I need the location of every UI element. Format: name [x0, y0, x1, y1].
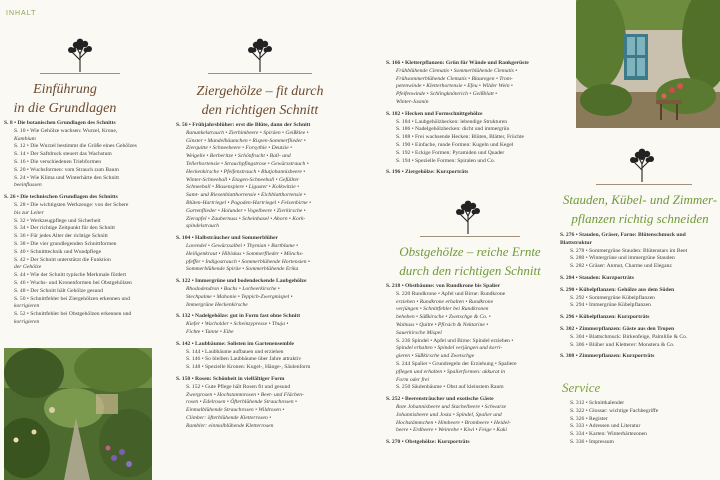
toc-entry: S. 146 • So bleiben Laubbäume über Jahre attraktiv	[186, 356, 302, 363]
toc-entry: S. 284 • Stauden: Kurzporträts	[560, 274, 634, 281]
toc-entry: S. 312 • Schnittkalender	[570, 400, 625, 406]
toc-entry: S. 336 • Impressum	[570, 438, 614, 445]
toc-entry: S. 282 • Gräser: Anmut, Charme und Eleganz	[570, 263, 672, 270]
toc-entry: S. 52 • Schnittfehler bei Obstgehölzen erkennen und	[14, 311, 132, 318]
toc-entry: pflegen und erhalten • Spalierformen: akkurat in	[396, 368, 506, 375]
toc-entry: S. 14 • Der Saftdruck steuert das Wachstum	[14, 151, 112, 158]
section-label: INHALT	[6, 10, 37, 17]
toc-entry: S. 32 • Werkzeugpflege und Sicherheit	[14, 217, 101, 224]
toc-entry: S. 38 • Die vier grundlegenden Schnittformen	[14, 240, 117, 247]
toc-entry: Weigelie • Berberitze • Schönfrucht • Ball- und	[186, 153, 291, 160]
toc-entry: Fichte • Tanne • Eibe	[186, 328, 234, 335]
tree-icon	[240, 38, 280, 72]
toc-entry: S. 218 • Obstbäume: von Rundkrone bis Spalier	[386, 283, 501, 289]
toc-entry: korrigieren	[14, 318, 40, 325]
toc-entry: Gartenflieder • Holunder • Vogelbeere • Zierkirsche •	[186, 207, 306, 214]
toc-entry: Ginster • Mandelbäumchen • Rispen-Sommerflieder •	[186, 137, 306, 144]
heading-stauden	[560, 190, 720, 228]
toc-entry: S. 308 • Zimmerpflanzen: Kurzporträts	[560, 353, 655, 360]
toc-entry: spindelstrauch	[186, 223, 219, 230]
toc-entry: Immergrüne Heckenkirsche	[186, 301, 248, 308]
toc-entry: S. 132 • Nadelgehölze: gut in Form fast ohne Schnitt	[176, 313, 301, 320]
toc-entry: Tellerhortensie • Strauchpfingstrose • Gewürzstrauch •	[186, 160, 309, 167]
toc-entry: beheben • Süßkirsche • Zwetschge & Co. •	[396, 314, 491, 321]
toc-entry: S. 144 • Laubbäume aufbauen und erziehen	[186, 348, 284, 355]
toc-column-3-top	[386, 60, 556, 177]
toc-entry: S. 8 • Die botanischen Grundlagen des Schnitts	[4, 120, 116, 126]
toc-entry: der Gehölze	[14, 264, 42, 271]
toc-column-4	[560, 232, 720, 361]
toc-column-2	[176, 122, 384, 430]
toc-entry: S. 190 • Einfache, runde Formen: Kugeln und Kegel	[396, 141, 514, 148]
heading-ziergehoelze	[170, 82, 350, 120]
toc-entry: S. 292 • Sommergrüne Kübelpflanzen	[570, 294, 655, 301]
toc-entry: Johannisbeere und Josta • Spindel, Spalier und	[396, 411, 502, 418]
toc-entry: S. 290 • Kübelpflanzen: Gehölze aus dem Süden	[560, 286, 675, 293]
toc-entry: Frühblühende Clematis • Sommerblühende Clematis •	[396, 67, 518, 74]
toc-entry: Samt- und Riesenblatthortensie • Eichblatthortensie •	[186, 192, 306, 199]
toc-entry: Ranunkelstrauch • Zierhimbeere • Spiräen • Geißklee •	[186, 129, 309, 136]
toc-entry: Lavendel • Gewürzsalbei • Thymian • Bartblume •	[186, 242, 299, 249]
toc-entry: S. 334 • Karten: Winterhärtezonen	[570, 431, 647, 438]
toc-entry: S. 250 Säulenbäume • Obst auf kleinstem Raum	[396, 384, 504, 391]
toc-entry: S. 48 • Der Schnitt hält Gehölze gesund	[14, 287, 103, 294]
service-list	[560, 400, 720, 447]
toc-entry: Stechpalme • Mahonie • Teppich-Zwergmispel •	[186, 293, 293, 300]
toc-entry: Sommerblühende Spiräe • Sommerblühende Erika	[186, 266, 299, 273]
toc-entry: S. 34 • Der richtige Zeitpunkt für den Schnitt	[14, 225, 115, 232]
toc-entry: S. 12 • Die Wurzel bestimmt die Größe eines Gehölzes	[14, 143, 137, 150]
toc-entry: S. 152 • Gute Pflege hält Rosen fit und gesund	[186, 383, 291, 390]
toc-entry: S. 184 • Laubgehölzhecken: lebendige Strukturen	[396, 118, 508, 125]
toc-entry: Rambler: einmalblühende Kletterrosen	[186, 422, 274, 429]
heading-line: durch den richtigen Schnitt	[399, 263, 541, 278]
toc-entry: S. 326 • Register	[570, 415, 608, 422]
toc-entry: Winter-Jasmin	[396, 98, 429, 105]
toc-entry: Spindel erhalten • Spindel verjüngen und korri-	[396, 345, 503, 352]
toc-entry: Winter-Schneeball • Etagen-Schneeball • Gefüllter	[186, 176, 300, 183]
toc-entry: S. 28 • Die wichtigsten Werkzeuge: von der Schere	[14, 201, 129, 208]
toc-entry: S. 188 • Frei wachsende Hecken: Blüten, Blätter, Früchte	[396, 134, 525, 141]
toc-column-3-bottom	[386, 283, 556, 447]
toc-entry: S. 294 • Immergrüne Kübelpflanzen	[570, 302, 651, 309]
toc-entry: Einmalblühende Strauchrosen • Wildrosen •	[186, 407, 285, 414]
toc-entry: Kambium	[14, 135, 36, 142]
toc-entry: S. 104 • Halbsträucher und Sommerblüher	[176, 235, 278, 242]
toc-entry: S. 322 • Glossar: wichtige Fachbegriffe	[570, 407, 659, 414]
toc-entry: S. 244 Spalier • Grundregeln der Erziehung • Spaliere	[396, 360, 517, 367]
heading-line: pflanzen richtig schneiden	[571, 211, 709, 226]
toc-entry: S. 42 • Der Schnitt unterstützt die Funktion	[14, 256, 111, 263]
toc-entry: Hochstämmchen • Himbeere • Brombeere • Heidel-	[396, 419, 511, 426]
divider	[420, 236, 520, 237]
toc-entry: S. 36 • Für jedes Alter der richtige Schnitt	[14, 233, 108, 240]
toc-entry: Blattstruktur	[560, 239, 593, 246]
toc-entry: S. 220 Rundkrone • Apfel und Birne: Rundkrone	[396, 290, 506, 297]
toc-entry: korrigieren	[14, 303, 40, 310]
toc-entry: gieren • Süßkirsche und Zwetschge	[396, 353, 475, 360]
toc-entry: Zwergrosen • Hochstammrosen • Beet- und Flächen-	[186, 391, 304, 398]
toc-entry: S. 122 • Immergrüne und bodendeckende Laubgehölze	[176, 278, 307, 285]
toc-entry: Form oder frei	[396, 376, 430, 383]
toc-entry: beeinflussen	[14, 182, 42, 189]
toc-entry: rosen • Edelrosen • Öfterblühende Strauchrosen •	[186, 399, 297, 406]
toc-entry: S. 270 • Obstgehölze: Kurzporträts	[386, 439, 470, 446]
toc-entry: S. 20 • Wuchsformen: vom Strauch zum Baum	[14, 166, 119, 173]
toc-entry: S. 196 • Ziergehölze: Kurzporträts	[386, 169, 469, 176]
toc-entry: petenwinde • Kletterhortensie • Efeu • Wilder Wein •	[396, 83, 513, 90]
toc-entry: pfeffer • Indigostrauch • Sommerblühende Hortensien •	[186, 258, 310, 265]
heading-line: Ziergehölze – fit durch	[196, 84, 324, 99]
toc-entry: S. 236 Spindel • Apfel und Birne: Spindel erziehen •	[396, 337, 514, 344]
tree-icon	[60, 38, 100, 72]
toc-entry: S. 333 • Adressen und Literatur	[570, 423, 641, 430]
toc-entry: S. 192 • Eckige Formen: Pyramiden und Quader	[396, 149, 505, 156]
toc-entry: S. 26 • Die technischen Grundlagen des Schnitts	[4, 194, 118, 201]
toc-entry: S. 46 • Wuchs- und Kronenformen bei Obstgehölzen	[14, 279, 132, 286]
toc-entry: S. 186 • Nadelgehölzhecken: dicht und immergrün	[396, 126, 510, 133]
tree-icon	[622, 148, 662, 182]
toc-entry: S. 304 • Blattschmuck: Birkenfeige, Palmlilie & Co.	[570, 333, 688, 340]
toc-column-1	[4, 120, 164, 327]
toc-entry: Frühsommerblühende Clematis • Blauregen • Trom-	[396, 75, 513, 82]
toc-entry: S. 276 • Stauden, Gräser, Farne: Blütenschmuck und	[560, 232, 686, 238]
toc-entry: S. 142 • Laubbäume: Solisten im Gartenensemble	[176, 340, 295, 347]
garden-photo	[4, 348, 152, 480]
divider	[208, 73, 312, 74]
window-photo	[576, 0, 720, 128]
toc-entry: S. 302 • Zimmerpflanzen: Gäste aus den Tropen	[560, 325, 675, 332]
toc-entry: S. 44 • Wie der Schnitt typische Merkmale fördert	[14, 272, 127, 279]
toc-entry: S. 16 • Die verschiedenen Triebformen	[14, 158, 102, 165]
toc-entry: Sauerkirsche Mispel	[396, 329, 442, 336]
service-heading: Service	[562, 380, 601, 395]
tree-icon	[448, 200, 488, 234]
toc-entry: S. 194 • Spezielle Formen: Spiralen und Co.	[396, 157, 496, 164]
toc-entry: bis zur Leiter	[14, 209, 44, 216]
toc-entry: S. 252 • Beerensträucher und exotische Gäste	[386, 396, 494, 403]
toc-entry: Rote Johannisbeere und Stachelbeere • Schwarze	[396, 403, 507, 410]
toc-entry: Schneeball • Blasenspiere • Liguster • Kolkwitzie •	[186, 184, 300, 191]
toc-entry: erziehen • Rundkrone erhalten • Rundkrone	[396, 298, 494, 305]
divider	[596, 184, 692, 185]
heading-line: in die Grundlagen	[13, 101, 117, 116]
toc-entry: Zierapfel • Zaubernuss • Scheinhasel • Ahorn • Kork-	[186, 215, 306, 222]
toc-entry: S. 10 • Wie Gehölze wachsen: Wurzel, Krone,	[14, 127, 118, 134]
heading-line: Stauden, Kübel- und Zimmer-	[562, 192, 718, 207]
heading-line: Einführung	[33, 82, 97, 97]
toc-entry: S. 280 • Wintergrüne und immergrüne Stauden	[570, 255, 675, 262]
toc-entry: S. 278 • Sommergrüne Stauden: Blütenstars im Beet	[570, 247, 688, 254]
toc-entry: S. 306 • Blüher und Kletterer: Monstera & Co.	[570, 341, 675, 348]
heading-obstgehoelze	[380, 242, 560, 280]
divider	[40, 73, 120, 74]
toc-entry: Kiefer • Wacholder • Scheinzypresse • Thuja •	[186, 321, 289, 328]
toc-entry: S. 166 • Kletterpflanzen: Grün für Wände und Rankgerüste	[386, 60, 529, 66]
heading-line: den richtigen Schnitt	[201, 103, 319, 118]
toc-entry: S. 296 • Kübelpflanzen: Kurzporträts	[560, 314, 650, 321]
toc-entry: S. 182 • Hecken und Formschnittgehölze	[386, 110, 483, 117]
toc-entry: S. 56 • Frühjahrsblüher: erst die Blüte, dann der Schnitt	[176, 122, 311, 128]
toc-entry: S. 24 • Wie Klima und Winterhärte den Schnitt	[14, 174, 119, 181]
toc-entry: Pfeifenwinde • Schlingknöterich • Geißblatt •	[396, 91, 498, 98]
toc-entry: S. 148 • Spezielle Kronen: Kugel-, Hänge-, Säulenform	[186, 364, 311, 371]
toc-entry: verjüngen • Schnittfehler bei Rundkronen	[396, 306, 489, 313]
toc-entry: Climber: öfterblühende Kletterrosen •	[186, 414, 272, 421]
toc-entry: Heckenkirsche • Pfeifenstrauch • Blutjohannisbeere •	[186, 168, 306, 175]
toc-entry: S. 150 • Rosen: Schönheit in vielfältiger Form	[176, 375, 285, 382]
toc-entry: Walnuss • Quitte • Pfirsich & Nektarine •	[396, 321, 489, 328]
heading-einfuehrung	[0, 80, 130, 118]
heading-line: Obstgehölze – reiche Ernte	[399, 244, 541, 259]
toc-entry: beere • Erdbeere • Weinrebe • Kiwi • Feige • Kaki	[396, 427, 507, 434]
toc-entry: S. 50 • Schnittfehler bei Ziergehölzen erkennen und	[14, 295, 130, 302]
toc-entry: Blüten-Hartriegel • Pagoden-Hartriegel • Felsenbirne •	[186, 199, 312, 206]
toc-entry: S. 40 • Schnitttechnik und Wundpflege	[14, 248, 102, 255]
toc-entry: Rhododendron • Buchs • Lorbeerkirsche •	[186, 285, 280, 292]
toc-entry: Zierquitte • Schneebeere • Forsythie • Deutzie •	[186, 145, 293, 152]
toc-entry: Heiligenkraut • Hibiskus • Sommerflieder • Mönchs-	[186, 250, 304, 257]
